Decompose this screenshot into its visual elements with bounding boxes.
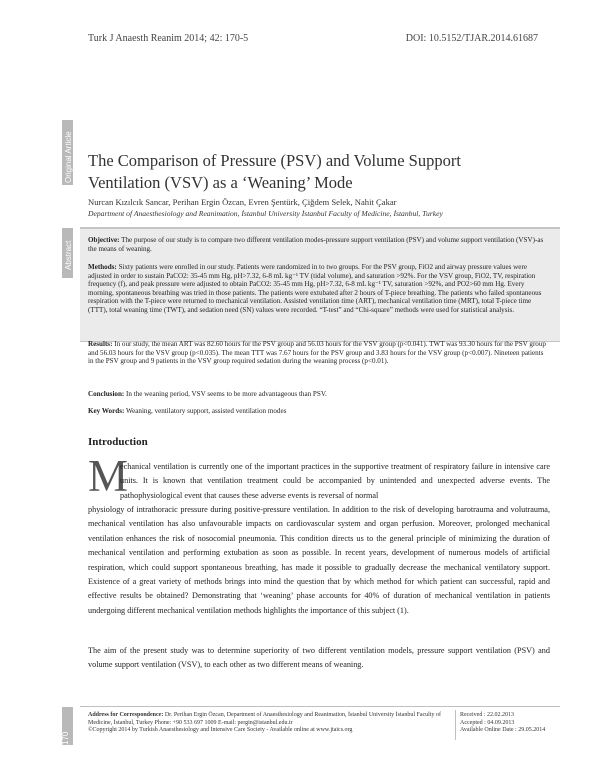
abstract-results xyxy=(88,340,550,366)
author-list: Nurcan Kızılcık Sancar, Perihan Ergin Özcan, Evren Şentürk, Çiğdem Selek, Nahit Çakar xyxy=(88,197,397,207)
correspondence-label: Address for Correspondence: xyxy=(88,712,164,718)
article-type-label: Original Article xyxy=(64,131,73,183)
objective-text: The purpose of our study is to compare two different ventilation modes-pressure support ventilation (PSV) and volume support ventilation (VSV)-as the means of weaning. xyxy=(88,236,544,253)
drop-cap: M xyxy=(88,451,129,501)
affiliation: Department of Anaesthesiology and Reanimation, İstanbul University İstanbul Faculty of Medicine, İstanbul, Turkey xyxy=(88,209,443,218)
results-label: Results: xyxy=(88,340,113,348)
introduction-heading: Introduction xyxy=(88,436,148,448)
received-date: Received : 22.02.2013 xyxy=(460,712,514,718)
methods-text: Sixty patients were enrolled in our study. Patients were randomized in to two groups. For the PSV group, FiO2 and airway pressure values were adjusted in order to sustain PaCO2: 35-45 mm Hg, pH>7.32, 6-8 mL kg⁻¹ TV (tidal volume), and saturation >92%. For the VSV group, FiO2, TV, respiration frequency (f), and peak pressure were adjusted to obtain PaCO2: 35-45 mm Hg, pH>7.32, 6-8 mL kg⁻¹ TV, saturation >92%, and PO2>60 mm Hg. Every morning, spontaneous breathing was tried in those patients. The patients were extubated after 2 hours of T-piece breathing. The patients who failed spontaneous respiration with the T-piece were returned to mechanical ventilation. Assisted ventilation time (ART), mechanical ventilation time (MRT), total T-piece time (TTT), total weaning time (TWT), and sedation need (SN) values were recorded. “T-test” and “Chi-square” methods were used for statistical analysis. xyxy=(88,263,542,314)
intro-paragraph-1-rest: physiology of intrathoracic pressure during positive-pressure ventilation. In addition to the risk of developing barotrauma and volutrauma, mechanical ventilation has also unfavourable impacts on cardiovascular system and organ perfusion. Moreover, prolonged mechanical ventilation enhances the risk of nosocomial pneumonia. This condition directs us to the general principle of minimizing the duration of mechanical ventilation and performing extubation as soon as possible. In recent years, development of numerous models of artificial respiration, which could support spontaneous breathing, has made it possible to gradually decrease the mechanical ventilatory support. Existence of a great variety of methods brings into mind the question that by which method for which patient can successful, rapid and effective results be obtained? Demonstrating that ‘weaning’ phase accounts for 40% of duration of mechanical ventilation in patients undergoing different mechanical ventilation methods highlights the importance of this subject (1). xyxy=(88,505,550,615)
abstract-methods xyxy=(88,263,550,314)
conclusion-text: In the weaning period, VSV seems to be more advantageous than PSV. xyxy=(126,390,327,398)
copyright: ©Copyright 2014 by Turkish Anaesthesiology and Intensive Care Society - Available online at www.jtaics.org xyxy=(88,727,353,733)
keywords-label: Key Words: xyxy=(88,407,125,415)
objective-label: Objective: xyxy=(88,236,120,244)
dates-block xyxy=(460,712,570,735)
footer-divider xyxy=(80,706,560,707)
methods-label: Methods: xyxy=(88,263,117,271)
abstract-keywords xyxy=(88,407,550,416)
online-date: Available Online Date : 29.05.2014 xyxy=(460,727,546,733)
keywords-text: Weaning, ventilatory support, assisted ventilation modes xyxy=(125,407,287,415)
results-text: In our study, the mean ART was 82.60 hours for the PSV group and 56.03 hours for the VSV group (p<0.041). TWT was 93.30 hours for the PSV group and 56.03 hours for the VSV group (p<0.035). The mean TTT was 7.67 hours for the PSV group and 3.83 hours for the VSV group (p<0.007). Nineteen patients in the PSV group and 9 patients in the VSV group required sedation during the weaning process (p<0.01). xyxy=(88,340,546,365)
journal-citation: Turk J Anaesth Reanim 2014; 42: 170-5 xyxy=(88,33,249,44)
accepted-date: Accepted : 04.09.2013 xyxy=(460,719,515,726)
abstract-objective xyxy=(88,236,550,253)
abstract-label: Abstract xyxy=(64,240,73,270)
intro-paragraph-2: The aim of the present study was to determine superiority of two different ventilation models, pressure support ventilation (PSV) and volume support ventilation (VSV), to each other as two different means of weaning. xyxy=(88,646,550,670)
footer-vertical-divider xyxy=(455,710,456,740)
correspondence-text: Dr. Perihan Ergin Özcan, Department of Anaesthesiology and Reanimation, İstanbul University İstanbul Faculty of Medicine, İstanbul, Turkey Phone: +90 533 697 1009 E-mail: pergin@istanbul.edu.tr xyxy=(88,712,442,726)
correspondence-block xyxy=(88,712,448,735)
article-title: The Comparison of Pressure (PSV) and Volume Support Ventilation (VSV) as a ‘Weaning’ Mode xyxy=(88,151,461,192)
abstract-conclusion xyxy=(88,390,550,399)
doi: DOI: 10.5152/TJAR.2014.61687 xyxy=(405,33,538,44)
conclusion-label: Conclusion: xyxy=(88,390,125,398)
page-number: 170 xyxy=(61,731,70,745)
intro-paragraph-1-start: echanical ventilation is currently one of the important practices in the supportive treatment of respiratory failure in intensive care units. It is known that ventilation treatment could be accompanied by unintended and unexpected adverse events. The pathophysiological event that causes these adverse events is reversal of normal xyxy=(120,462,550,500)
